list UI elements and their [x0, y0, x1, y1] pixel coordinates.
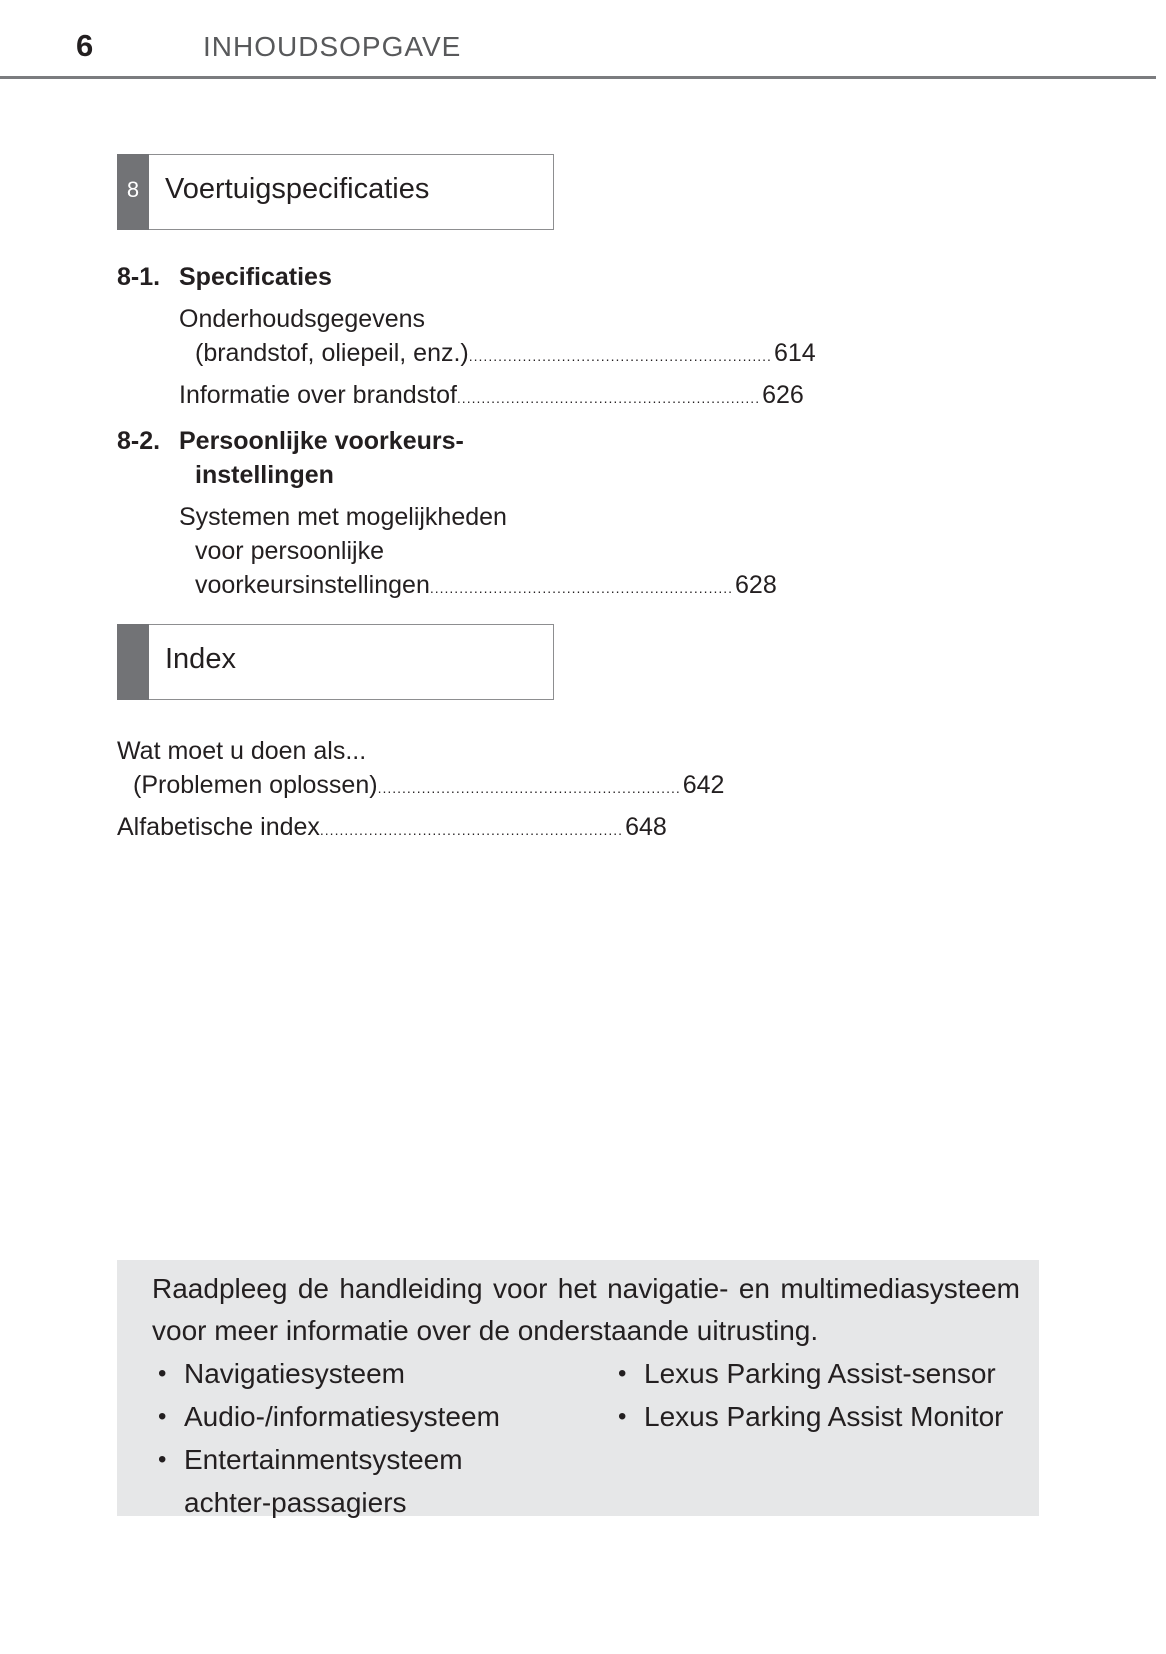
section-tab	[117, 624, 149, 700]
list-item: • Audio-/informatiesysteem	[152, 1395, 552, 1438]
note-box	[117, 1260, 1039, 1516]
note-intro: Raadpleeg de handleiding voor het navigatie- en multimediasysteem voor meer informatie over de onderstaande uitrusting.	[152, 1273, 1020, 1346]
page-header	[0, 0, 1166, 80]
page-ref: 628	[735, 571, 777, 599]
section-tab: 8	[117, 154, 149, 230]
toc-entry-line2: (Problemen oplossen)	[133, 771, 378, 799]
section-heading-index[interactable]	[117, 624, 554, 700]
toc-entry-line1: Systemen met mogelijkheden	[179, 503, 507, 531]
toc-entry-line2: (brandstof, oliepeil, enz.)	[195, 339, 469, 367]
note-list-left	[152, 1352, 552, 1524]
running-title: INHOUDSOPGAVE	[203, 31, 462, 62]
toc-entry-line1: Alfabetische index	[117, 813, 320, 841]
toc-entry[interactable]	[179, 500, 777, 605]
toc-entry[interactable]	[179, 302, 816, 373]
page-ref: 626	[762, 381, 804, 409]
note-list-right	[612, 1352, 1022, 1438]
list-item: • Lexus Parking Assist-sensor	[612, 1352, 1022, 1395]
subsection-number: 8-2.	[117, 427, 161, 455]
page-ref: 648	[625, 813, 667, 841]
section-title: Index	[165, 643, 236, 675]
toc-entry-line3: voorkeursinstellingen	[195, 571, 430, 599]
toc-entry[interactable]	[117, 810, 667, 847]
bullet-icon: •	[618, 1403, 627, 1430]
page-number: 6	[76, 28, 94, 63]
dot-leader: ..............................................................	[468, 348, 772, 364]
dot-leader: ..............................................................	[456, 390, 761, 406]
subsection-title-cont: instellingen	[195, 461, 334, 489]
list-item: • Lexus Parking Assist Monitor	[612, 1395, 1022, 1438]
subsection-title[interactable]: Specificaties	[179, 263, 332, 291]
page-ref: 642	[682, 771, 725, 799]
subsection-number: 8-1.	[117, 263, 161, 291]
toc-entry[interactable]	[117, 734, 725, 805]
section-title: Voertuigspecificaties	[165, 173, 430, 205]
list-item: • Entertainmentsysteem achter-passagiers	[152, 1438, 552, 1524]
header-rule	[0, 76, 1156, 79]
bullet-icon: •	[158, 1360, 167, 1387]
dot-leader: ..............................................................	[377, 780, 681, 796]
bullet-icon: •	[618, 1360, 627, 1387]
bullet-icon: •	[158, 1446, 167, 1473]
bullet-icon: •	[158, 1403, 167, 1430]
toc-entry-line1: Wat moet u doen als...	[117, 737, 367, 765]
dot-leader: ..............................................................	[319, 822, 624, 838]
page-ref: 614	[773, 339, 816, 367]
toc-entry-line1: Onderhoudsgegevens	[179, 305, 426, 333]
toc-entry-line2: voor persoonlijke	[195, 537, 384, 565]
toc-entry-line1: Informatie over brandstof	[179, 381, 457, 409]
list-item: • Navigatiesysteem	[152, 1352, 552, 1395]
toc-entry[interactable]	[179, 378, 804, 415]
section-heading-8[interactable]	[117, 154, 554, 230]
dot-leader: ..............................................................	[429, 580, 734, 596]
subsection-title[interactable]: Persoonlijke voorkeurs-	[179, 427, 464, 455]
